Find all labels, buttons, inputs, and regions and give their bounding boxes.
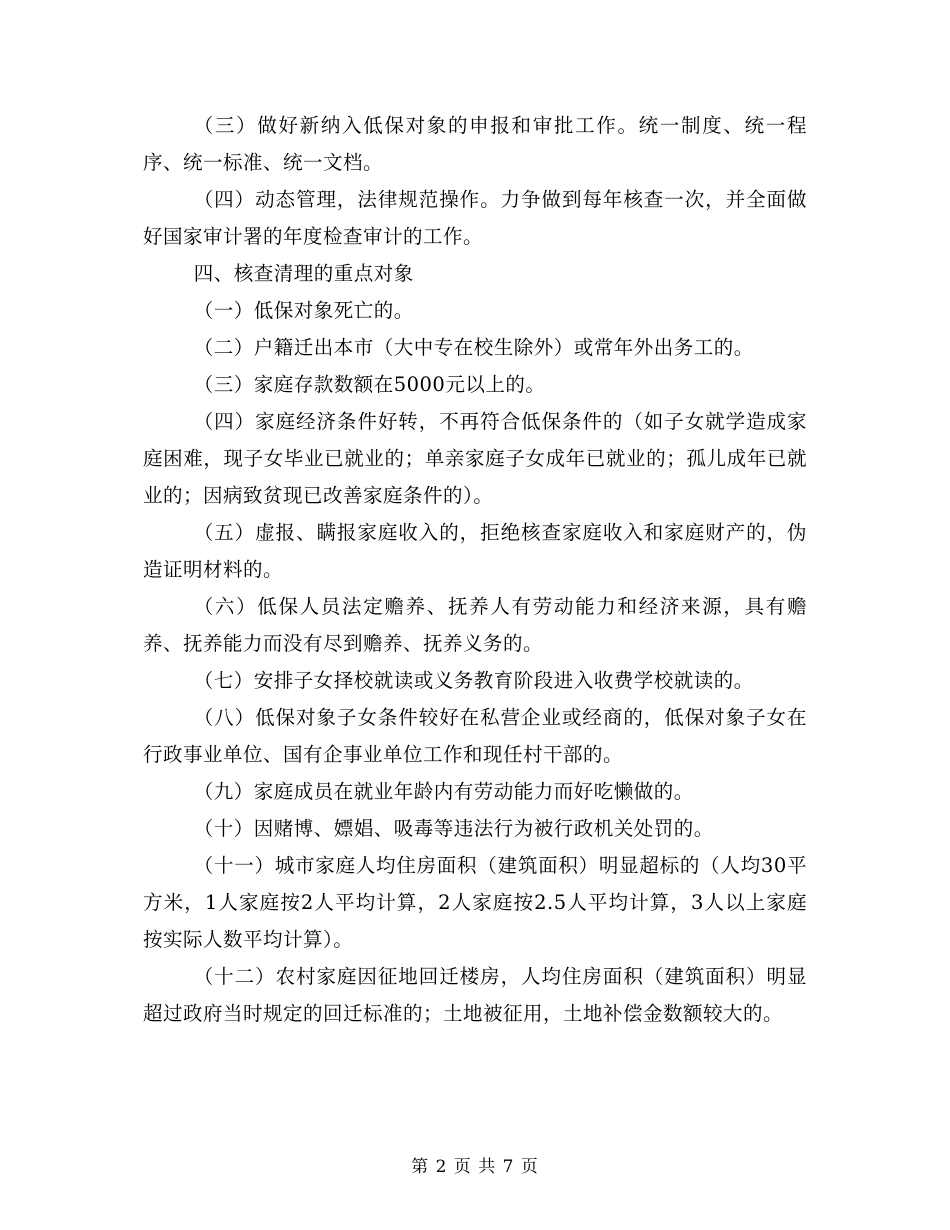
section-heading-key-targets: 四、核查清理的重点对象 — [193, 262, 414, 285]
paragraph-item-5: （五）虚报、瞒报家庭收入的，拒绝核查家庭收入和家庭财产的，伪造证明材料的。 — [143, 521, 807, 581]
paragraph-item-9: （九）家庭成员在就业年龄内有劳动能力而好吃懒做的。 — [193, 780, 694, 803]
paragraph-4-dynamic-management: （四）动态管理，法律规范操作。力争做到每年核查一次，并全面做好国家审计署的年度检查审计的工作。 — [143, 188, 807, 248]
paragraph-item-7: （七）安排子女择校就读或义务教育阶段进入收费学校就读的。 — [193, 669, 754, 692]
paragraph-item-11: （十一）城市家庭人均住房面积（建筑面积）明显超标的（人均30平方米，1人家庭按2人平均计算，2人家庭按2.5人平均计算，3人以上家庭按实际人数平均计算）。 — [143, 854, 807, 951]
paragraph-item-12: （十二）农村家庭因征地回迁楼房，人均住房面积（建筑面积）明显超过政府当时规定的回迁标准的；土地被征用，土地补偿金数额较大的。 — [143, 965, 807, 1025]
paragraph-item-10: （十）因赌博、嫖娼、吸毒等违法行为被行政机关处罚的。 — [193, 817, 714, 840]
paragraph-item-2: （二）户籍迁出本市（大中专在校生除外）或常年外出务工的。 — [193, 336, 754, 359]
page-number-footer: 第 2 页 共 7 页 — [411, 1157, 539, 1177]
paragraph-item-8: （八）低保对象子女条件较好在私营企业或经商的，低保对象子女在行政事业单位、国有企事业单位工作和现任村干部的。 — [143, 706, 807, 766]
paragraph-item-4: （四）家庭经济条件好转，不再符合低保条件的（如子女就学造成家庭困难，现子女毕业已就业的；单亲家庭子女成年已就业的；孤儿成年已就业的；因病致贫现已改善家庭条件的）。 — [143, 410, 807, 507]
paragraph-3-unified-system: （三）做好新纳入低保对象的申报和审批工作。统一制度、统一程序、统一标准、统一文档。 — [143, 114, 807, 174]
paragraph-item-1: （一）低保对象死亡的。 — [193, 299, 414, 322]
paragraph-item-6: （六）低保人员法定赡养、抚养人有劳动能力和经济来源，具有赡养、抚养能力而没有尽到赡养、抚养义务的。 — [143, 595, 807, 655]
paragraph-item-3: （三）家庭存款数额在5000元以上的。 — [193, 373, 546, 396]
document-body — [143, 107, 807, 1032]
